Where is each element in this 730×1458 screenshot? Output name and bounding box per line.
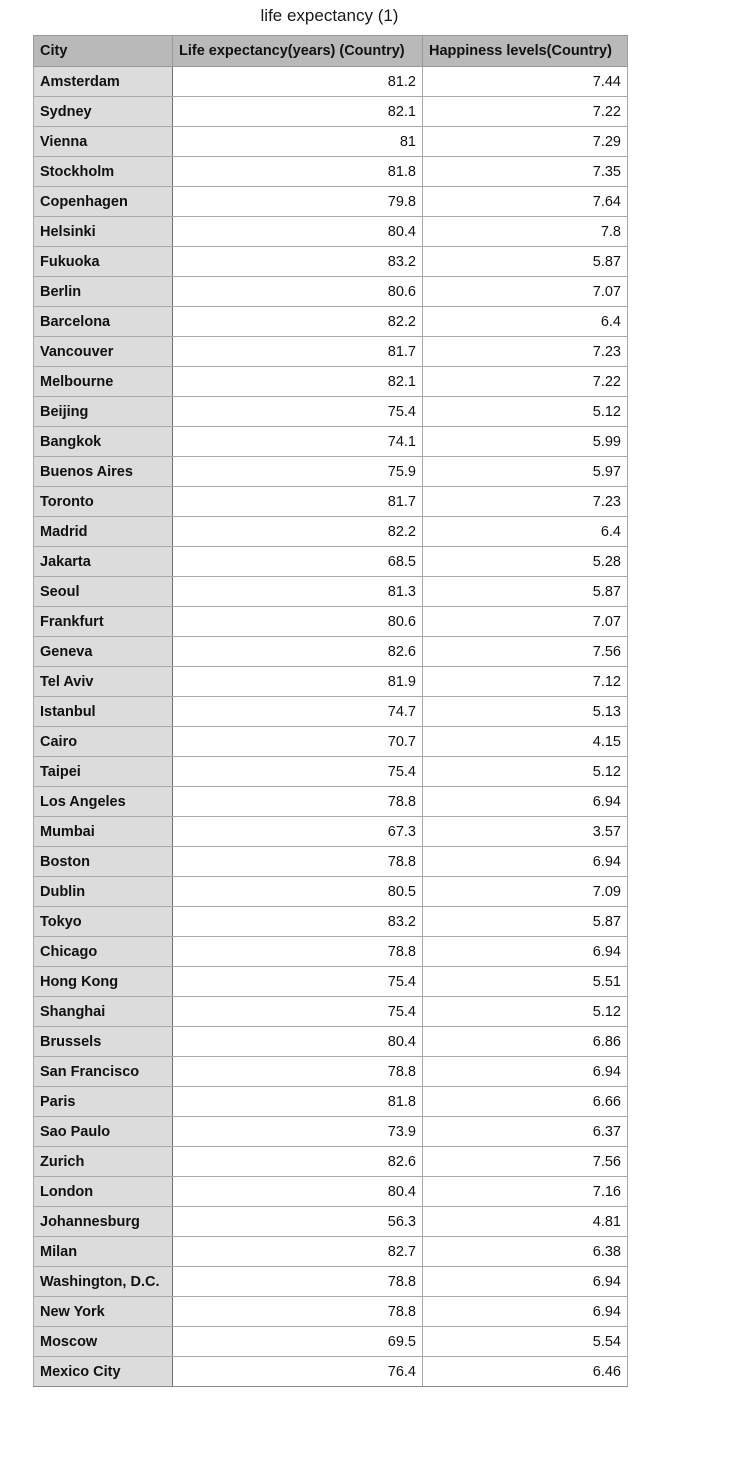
happiness-cell[interactable]: 5.28 [423, 547, 628, 577]
city-cell[interactable]: Jakarta [34, 547, 173, 577]
happiness-cell[interactable]: 5.87 [423, 907, 628, 937]
happiness-cell[interactable]: 7.64 [423, 187, 628, 217]
happiness-cell[interactable]: 5.97 [423, 457, 628, 487]
city-cell[interactable]: Tokyo [34, 907, 173, 937]
table-row [34, 517, 628, 547]
life-expectancy-cell[interactable]: 80.6 [173, 277, 423, 307]
happiness-cell[interactable]: 6.37 [423, 1117, 628, 1147]
happiness-cell[interactable]: 5.51 [423, 967, 628, 997]
city-cell[interactable]: Istanbul [34, 697, 173, 727]
life-expectancy-cell[interactable]: 75.4 [173, 967, 423, 997]
happiness-cell[interactable]: 6.38 [423, 1237, 628, 1267]
city-cell[interactable]: Mumbai [34, 817, 173, 847]
happiness-cell[interactable]: 5.99 [423, 427, 628, 457]
table-row [34, 757, 628, 787]
table-row [34, 1027, 628, 1057]
life-expectancy-cell[interactable]: 74.7 [173, 697, 423, 727]
table-row [34, 457, 628, 487]
city-cell[interactable]: Amsterdam [34, 67, 173, 97]
table-row [34, 637, 628, 667]
happiness-cell[interactable]: 6.94 [423, 1267, 628, 1297]
happiness-cell[interactable]: 6.94 [423, 787, 628, 817]
life-expectancy-cell[interactable]: 79.8 [173, 187, 423, 217]
city-cell[interactable]: Washington, D.C. [34, 1267, 173, 1297]
city-cell[interactable]: Sydney [34, 97, 173, 127]
city-cell[interactable]: Geneva [34, 637, 173, 667]
life-expectancy-cell[interactable]: 67.3 [173, 817, 423, 847]
city-cell[interactable]: Vancouver [34, 337, 173, 367]
life-expectancy-cell[interactable]: 82.1 [173, 97, 423, 127]
happiness-cell[interactable]: 7.07 [423, 607, 628, 637]
table-row [34, 847, 628, 877]
life-expectancy-cell[interactable]: 80.6 [173, 607, 423, 637]
life-expectancy-cell[interactable]: 69.5 [173, 1327, 423, 1357]
happiness-cell[interactable]: 4.15 [423, 727, 628, 757]
table-row [34, 1207, 628, 1237]
life-expectancy-cell[interactable]: 78.8 [173, 1057, 423, 1087]
life-expectancy-cell[interactable]: 82.2 [173, 307, 423, 337]
column-header-happiness[interactable]: Happiness levels(Country) [423, 36, 628, 67]
table-row [34, 397, 628, 427]
table-row [34, 1177, 628, 1207]
table-header [34, 36, 628, 67]
happiness-cell[interactable]: 6.66 [423, 1087, 628, 1117]
city-cell[interactable]: New York [34, 1297, 173, 1327]
table-row [34, 127, 628, 157]
column-header-life-expectancy[interactable]: Life expectancy(years) (Country) [173, 36, 423, 67]
city-cell[interactable]: Melbourne [34, 367, 173, 397]
happiness-cell[interactable]: 6.94 [423, 937, 628, 967]
life-expectancy-cell[interactable]: 82.7 [173, 1237, 423, 1267]
life-expectancy-cell[interactable]: 81.7 [173, 487, 423, 517]
table-row [34, 247, 628, 277]
table-row [34, 577, 628, 607]
table-row [34, 277, 628, 307]
city-cell[interactable]: Stockholm [34, 157, 173, 187]
life-expectancy-cell[interactable]: 75.9 [173, 457, 423, 487]
table-row [34, 1117, 628, 1147]
life-expectancy-cell[interactable]: 80.4 [173, 1027, 423, 1057]
table-row [34, 877, 628, 907]
life-expectancy-cell[interactable]: 74.1 [173, 427, 423, 457]
life-expectancy-cell[interactable]: 80.4 [173, 1177, 423, 1207]
life-expectancy-cell[interactable]: 78.8 [173, 847, 423, 877]
life-expectancy-cell[interactable]: 82.2 [173, 517, 423, 547]
table-row [34, 817, 628, 847]
city-cell[interactable]: Vienna [34, 127, 173, 157]
life-expectancy-cell[interactable]: 81.8 [173, 1087, 423, 1117]
life-expectancy-cell[interactable]: 78.8 [173, 787, 423, 817]
table-row [34, 157, 628, 187]
life-expectancy-cell[interactable]: 82.1 [173, 367, 423, 397]
life-expectancy-cell[interactable]: 81.2 [173, 67, 423, 97]
life-expectancy-cell[interactable]: 73.9 [173, 1117, 423, 1147]
table-row [34, 337, 628, 367]
table-row [34, 367, 628, 397]
city-cell[interactable]: Beijing [34, 397, 173, 427]
happiness-cell[interactable]: 7.29 [423, 127, 628, 157]
happiness-cell[interactable]: 7.35 [423, 157, 628, 187]
city-cell[interactable]: San Francisco [34, 1057, 173, 1087]
happiness-cell[interactable]: 7.44 [423, 67, 628, 97]
table-row [34, 667, 628, 697]
happiness-cell[interactable]: 3.57 [423, 817, 628, 847]
life-expectancy-cell[interactable]: 80.4 [173, 217, 423, 247]
happiness-cell[interactable]: 7.23 [423, 487, 628, 517]
life-expectancy-cell[interactable]: 56.3 [173, 1207, 423, 1237]
city-cell[interactable]: Sao Paulo [34, 1117, 173, 1147]
happiness-cell[interactable]: 6.94 [423, 1057, 628, 1087]
city-cell[interactable]: Chicago [34, 937, 173, 967]
city-cell[interactable]: Madrid [34, 517, 173, 547]
happiness-cell[interactable]: 7.09 [423, 877, 628, 907]
table-row [34, 427, 628, 457]
life-expectancy-cell[interactable]: 68.5 [173, 547, 423, 577]
table-row [34, 487, 628, 517]
life-expectancy-cell[interactable]: 81.7 [173, 337, 423, 367]
happiness-cell[interactable]: 6.94 [423, 1297, 628, 1327]
table-row [34, 1057, 628, 1087]
city-cell[interactable]: Moscow [34, 1327, 173, 1357]
city-cell[interactable]: Bangkok [34, 427, 173, 457]
city-cell[interactable]: London [34, 1177, 173, 1207]
table-row [34, 787, 628, 817]
happiness-cell[interactable]: 6.94 [423, 847, 628, 877]
happiness-cell[interactable]: 5.87 [423, 577, 628, 607]
table-body [34, 67, 628, 1387]
table-row [34, 97, 628, 127]
life-expectancy-cell[interactable]: 82.6 [173, 1147, 423, 1177]
table-row [34, 937, 628, 967]
city-cell[interactable]: Frankfurt [34, 607, 173, 637]
happiness-cell[interactable]: 5.12 [423, 397, 628, 427]
city-cell[interactable]: Los Angeles [34, 787, 173, 817]
table-row [34, 1357, 628, 1387]
city-cell[interactable]: Hong Kong [34, 967, 173, 997]
table-row [34, 1267, 628, 1297]
city-cell[interactable]: Copenhagen [34, 187, 173, 217]
table-row [34, 1297, 628, 1327]
city-cell[interactable]: Mexico City [34, 1357, 173, 1387]
city-cell[interactable]: Taipei [34, 757, 173, 787]
life-expectancy-cell[interactable]: 83.2 [173, 907, 423, 937]
table-row [34, 727, 628, 757]
life-expectancy-cell[interactable]: 78.8 [173, 1297, 423, 1327]
life-expectancy-cell[interactable]: 75.4 [173, 997, 423, 1027]
life-expectancy-cell[interactable]: 76.4 [173, 1357, 423, 1387]
life-expectancy-cell[interactable]: 81.9 [173, 667, 423, 697]
happiness-cell[interactable]: 7.22 [423, 97, 628, 127]
table-row [34, 1147, 628, 1177]
life-expectancy-cell[interactable]: 78.8 [173, 937, 423, 967]
happiness-cell[interactable]: 5.87 [423, 247, 628, 277]
table-row [34, 307, 628, 337]
city-cell[interactable]: Boston [34, 847, 173, 877]
happiness-cell[interactable]: 7.22 [423, 367, 628, 397]
city-cell[interactable]: Tel Aviv [34, 667, 173, 697]
happiness-cell[interactable]: 7.12 [423, 667, 628, 697]
city-cell[interactable]: Berlin [34, 277, 173, 307]
city-cell[interactable]: Milan [34, 1237, 173, 1267]
table-row [34, 1087, 628, 1117]
table-row [34, 1327, 628, 1357]
city-cell[interactable]: Paris [34, 1087, 173, 1117]
life-expectancy-cell[interactable]: 75.4 [173, 397, 423, 427]
happiness-cell[interactable]: 5.12 [423, 757, 628, 787]
city-cell[interactable]: Barcelona [34, 307, 173, 337]
life-expectancy-cell[interactable]: 81 [173, 127, 423, 157]
life-expectancy-cell[interactable]: 82.6 [173, 637, 423, 667]
table-row [34, 67, 628, 97]
city-cell[interactable]: Cairo [34, 727, 173, 757]
happiness-cell[interactable]: 6.4 [423, 307, 628, 337]
table-row [34, 997, 628, 1027]
city-cell[interactable]: Fukuoka [34, 247, 173, 277]
happiness-cell[interactable]: 6.46 [423, 1357, 628, 1387]
city-cell[interactable]: Seoul [34, 577, 173, 607]
table-row [34, 547, 628, 577]
table-row [34, 187, 628, 217]
happiness-cell[interactable]: 7.8 [423, 217, 628, 247]
data-table [33, 35, 628, 1387]
life-expectancy-cell[interactable]: 81.3 [173, 577, 423, 607]
city-cell[interactable]: Zurich [34, 1147, 173, 1177]
city-cell[interactable]: Johannesburg [34, 1207, 173, 1237]
table-row [34, 1237, 628, 1267]
life-expectancy-cell[interactable]: 70.7 [173, 727, 423, 757]
life-expectancy-cell[interactable]: 83.2 [173, 247, 423, 277]
happiness-cell[interactable]: 5.12 [423, 997, 628, 1027]
column-header-city[interactable]: City [34, 36, 173, 67]
happiness-cell[interactable]: 5.13 [423, 697, 628, 727]
happiness-cell[interactable]: 6.4 [423, 517, 628, 547]
happiness-cell[interactable]: 7.56 [423, 637, 628, 667]
happiness-cell[interactable]: 7.23 [423, 337, 628, 367]
happiness-cell[interactable]: 4.81 [423, 1207, 628, 1237]
table-row [34, 217, 628, 247]
life-expectancy-cell[interactable]: 75.4 [173, 757, 423, 787]
city-cell[interactable]: Helsinki [34, 217, 173, 247]
city-cell[interactable]: Dublin [34, 877, 173, 907]
city-cell[interactable]: Toronto [34, 487, 173, 517]
table-row [34, 607, 628, 637]
happiness-cell[interactable]: 7.56 [423, 1147, 628, 1177]
life-expectancy-cell[interactable]: 80.5 [173, 877, 423, 907]
city-cell[interactable]: Brussels [34, 1027, 173, 1057]
table-row [34, 907, 628, 937]
happiness-cell[interactable]: 7.16 [423, 1177, 628, 1207]
header-row [34, 36, 628, 67]
life-expectancy-cell[interactable]: 81.8 [173, 157, 423, 187]
sheet-title: life expectancy (1) [260, 6, 399, 25]
life-expectancy-cell[interactable]: 78.8 [173, 1267, 423, 1297]
city-cell[interactable]: Shanghai [34, 997, 173, 1027]
happiness-cell[interactable]: 5.54 [423, 1327, 628, 1357]
table-row [34, 967, 628, 997]
happiness-cell[interactable]: 7.07 [423, 277, 628, 307]
city-cell[interactable]: Buenos Aires [34, 457, 173, 487]
happiness-cell[interactable]: 6.86 [423, 1027, 628, 1057]
table-row [34, 697, 628, 727]
